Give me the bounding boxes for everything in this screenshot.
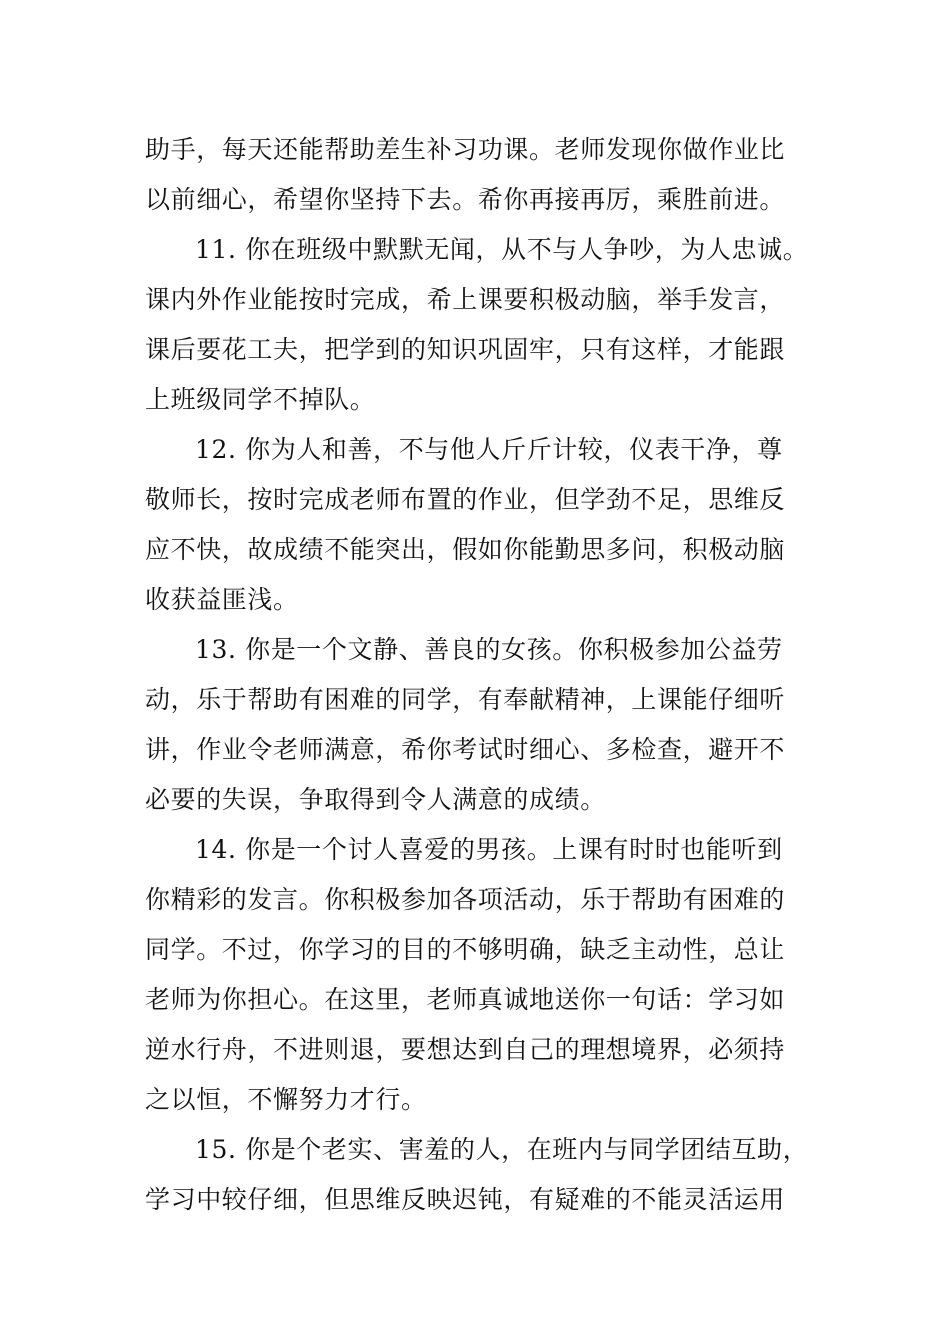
text-line: 必要的失误，争取得到令人满意的成绩。 [145,785,606,814]
text-line: 动，乐于帮助有困难的同学，有奉献精神，上课能仔细听 [145,685,786,714]
text-line: 课内外作业能按时完成，希上课要积极动脑，举手发言， [145,285,786,314]
paragraph-14-start: 14. 你是一个讨人喜爱的男孩。上课有时时也能听到 [195,835,783,864]
paragraph-11-start: 11. 你在班级中默默无闻，从不与人争吵，为人忠诚。 [195,235,809,264]
text-line: 老师为你担心。在这里，老师真诚地送你一句话：学习如 [145,985,786,1014]
text-line: 应不快，故成绩不能突出，假如你能勤思多问，积极动脑 [145,535,786,564]
text-line: 逆水行舟，不进则退，要想达到自己的理想境界，必须持 [145,1035,786,1064]
text-line: 上班级同学不掉队。 [145,385,376,414]
text-line: 讲，作业令老师满意，希你考试时细心、多检查，避开不 [145,735,786,764]
text-line: 学习中较仔细，但思维反映迟钝，有疑难的不能灵活运用 [145,1185,786,1214]
text-line: 课后要花工夫，把学到的知识巩固牢，只有这样，才能跟 [145,335,786,364]
text-line: 以前细心，希望你坚持下去。希你再接再厉，乘胜前进。 [145,185,786,214]
text-line: 之以恒，不懈努力才行。 [145,1085,427,1114]
paragraph-13-start: 13. 你是一个文静、善良的女孩。你积极参加公益劳 [195,635,783,664]
paragraph-15-start: 15. 你是个老实、害羞的人，在班内与同学团结互助， [195,1135,809,1164]
text-line: 助手，每天还能帮助差生补习功课。老师发现你做作业比 [145,135,786,164]
text-line: 敬师长，按时完成老师布置的作业，但学劲不足，思维反 [145,485,786,514]
text-line: 收获益匪浅。 [145,585,299,614]
text-line: 你精彩的发言。你积极参加各项活动，乐于帮助有困难的 [145,885,786,914]
text-line: 同学。不过，你学习的目的不够明确，缺乏主动性，总让 [145,935,786,964]
paragraph-12-start: 12. 你为人和善，不与他人斤斤计较，仪表干净，尊 [195,435,783,464]
